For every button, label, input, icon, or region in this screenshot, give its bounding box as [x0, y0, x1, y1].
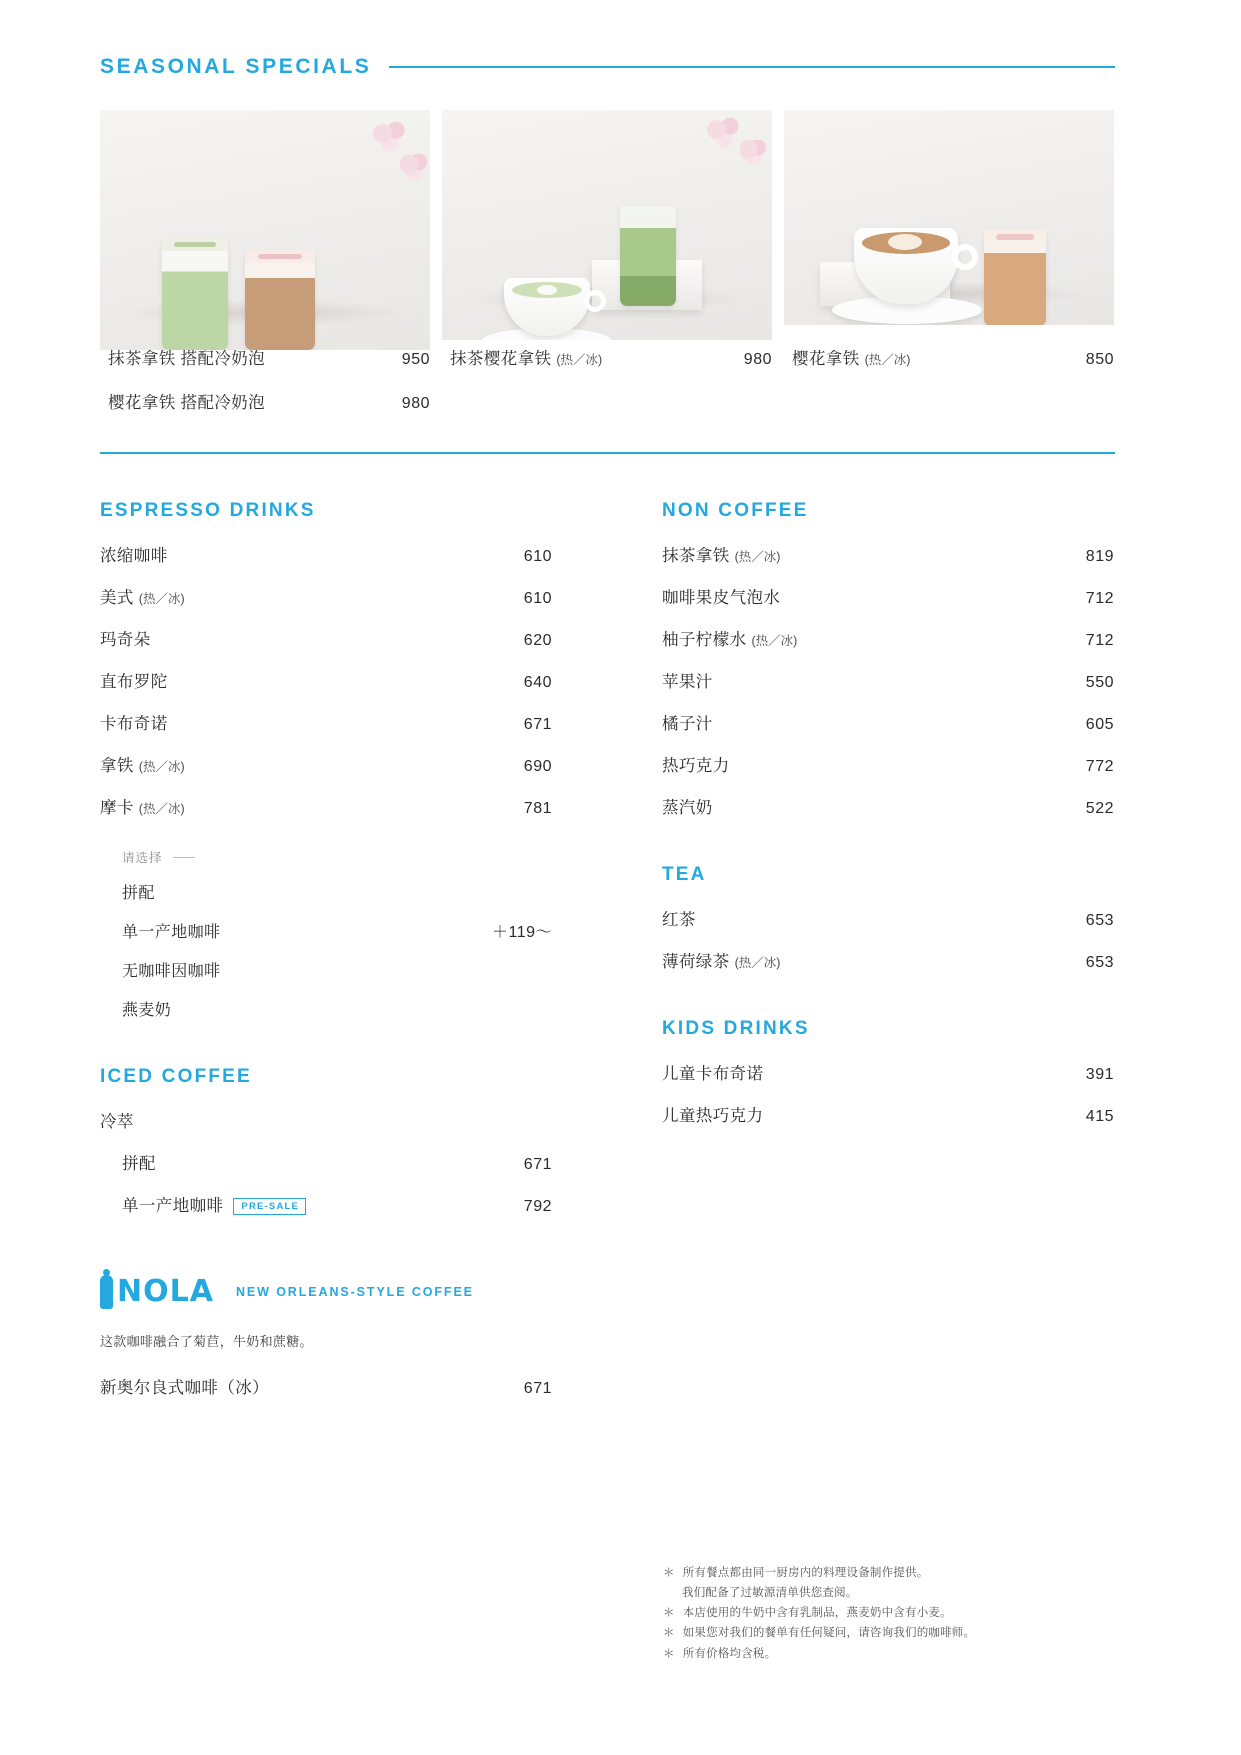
- footnote-text: 本店使用的牛奶中含有乳制品，燕麦奶中含有小麦。: [682, 1607, 952, 1620]
- item-price: 690: [523, 758, 552, 775]
- item-price: 781: [523, 800, 552, 817]
- section-title-iced: ICED COFFEE: [100, 1066, 252, 1087]
- item-price: 772: [1085, 758, 1114, 775]
- item-price: 792: [523, 1198, 552, 1215]
- asterisk-icon: ＊: [663, 1607, 675, 1620]
- item-price: 671: [523, 1156, 552, 1173]
- item-price: 640: [523, 674, 552, 691]
- seasonal-photo-3: [784, 110, 1114, 325]
- footnote-continuation: 我们配备了过敏源清单供您查阅。: [682, 1587, 858, 1600]
- menu-item[interactable]: [662, 668, 1114, 692]
- seasonal-photo-1: [100, 110, 430, 350]
- item-price: 671: [523, 1380, 552, 1397]
- group-label: 冷萃: [100, 1113, 134, 1131]
- iced-group-label-row: [100, 1108, 552, 1132]
- presale-badge: PRE-SALE: [233, 1198, 306, 1215]
- nola-description: 这款咖啡融合了菊苣，牛奶和蔗糖。: [100, 1334, 313, 1349]
- asterisk-icon: ＊: [663, 1567, 675, 1579]
- item-price: 605: [1085, 716, 1114, 733]
- item-name: 直布罗陀: [100, 673, 168, 691]
- item-sub: (热／冰): [864, 353, 911, 367]
- option-item[interactable]: [100, 880, 552, 903]
- seasonal-column-3: [784, 345, 1114, 433]
- option-name: 燕麦奶: [122, 1002, 172, 1019]
- coffee-drip-icon: [100, 1275, 113, 1309]
- item-price: 653: [1085, 954, 1114, 971]
- item-sub: (热／冰): [138, 802, 185, 816]
- option-name: 无咖啡因咖啡: [122, 963, 221, 980]
- menu-item[interactable]: [100, 626, 552, 650]
- item-name: 浓缩咖啡: [100, 547, 168, 565]
- menu-item[interactable]: [100, 668, 552, 692]
- item-name: 橘子汁: [662, 715, 713, 733]
- seasonal-items: [100, 345, 1115, 433]
- section-title-kids: KIDS DRINKS: [662, 1018, 810, 1039]
- item-name: 樱花拿铁 搭配冷奶泡: [108, 394, 266, 412]
- seasonal-item[interactable]: [100, 345, 430, 369]
- menu-item[interactable]: [662, 794, 1114, 818]
- menu-item[interactable]: [100, 584, 552, 608]
- seasonal-column-2: [442, 345, 772, 433]
- seasonal-title: SEASONAL SPECIALS: [100, 55, 372, 78]
- seasonal-item[interactable]: [442, 345, 772, 369]
- footnotes: [663, 1563, 1063, 1664]
- nola-tagline: NEW ORLEANS-STYLE COFFEE: [235, 1284, 474, 1299]
- item-price: 522: [1085, 800, 1114, 817]
- nola-wordmark: NOLA: [117, 1274, 214, 1309]
- footnote-text: 所有餐点都由同一厨房内的料理设备制作提供。: [682, 1567, 929, 1579]
- footnote: [663, 1623, 1063, 1643]
- option-price: ＋119〜: [491, 924, 552, 941]
- seasonal-item[interactable]: [100, 389, 430, 413]
- menu-item[interactable]: [662, 710, 1114, 734]
- option-name: 拼配: [122, 885, 155, 902]
- menu-item[interactable]: [662, 542, 1114, 566]
- item-sub: (热／冰): [751, 634, 798, 648]
- seasonal-photo-strip: [100, 110, 1115, 350]
- menu-column-left: [100, 500, 552, 1416]
- menu-column-right: [662, 500, 1114, 1416]
- item-price: 671: [523, 716, 552, 733]
- section-title-espresso: ESPRESSO DRINKS: [100, 500, 316, 521]
- menu-item[interactable]: [100, 542, 552, 566]
- item-name: 卡布奇诺: [100, 715, 168, 733]
- option-item[interactable]: [100, 919, 552, 942]
- item-name: 薄荷绿茶: [662, 953, 730, 971]
- item-name: 抹茶拿铁 搭配冷奶泡: [108, 350, 266, 368]
- item-name: 摩卡: [100, 799, 134, 817]
- choose-label: 请选择: [122, 851, 163, 865]
- seasonal-photo-2: [442, 110, 772, 340]
- seasonal-divider: [389, 66, 1115, 68]
- menu-columns: [100, 500, 1115, 1416]
- section-divider: [100, 452, 1115, 454]
- item-price: 819: [1085, 548, 1114, 565]
- item-price: 415: [1085, 1108, 1114, 1125]
- footnote: [663, 1563, 1063, 1583]
- item-price: 610: [523, 590, 552, 607]
- item-name: 热巧克力: [662, 757, 730, 775]
- item-price: 950: [401, 351, 430, 368]
- menu-item[interactable]: [100, 1192, 552, 1216]
- item-name: 抹茶樱花拿铁: [450, 350, 552, 368]
- item-name: 樱花拿铁: [792, 350, 860, 368]
- item-price: 850: [1085, 351, 1114, 368]
- item-name: 新奥尔良式咖啡（冰）: [100, 1379, 269, 1397]
- item-name: 咖啡果皮气泡水: [662, 589, 781, 607]
- item-sub: (热／冰): [556, 353, 603, 367]
- item-sub: (热／冰): [734, 956, 781, 970]
- menu-item[interactable]: [662, 1060, 1114, 1084]
- choose-label-row: [100, 848, 552, 866]
- item-name: 拼配: [122, 1155, 156, 1173]
- item-price: 653: [1085, 912, 1114, 929]
- nola-header: [100, 1274, 552, 1309]
- option-name: 单一产地咖啡: [122, 924, 221, 941]
- asterisk-icon: ＊: [663, 1627, 675, 1640]
- item-sub: (热／冰): [138, 760, 185, 774]
- menu-item[interactable]: [662, 752, 1114, 776]
- item-name: 美式: [100, 589, 134, 607]
- item-name: 红茶: [662, 911, 696, 929]
- option-item[interactable]: [100, 958, 552, 981]
- item-sub: (热／冰): [734, 550, 781, 564]
- menu-item[interactable]: [100, 752, 552, 776]
- item-price: 712: [1085, 632, 1114, 649]
- option-item[interactable]: [100, 997, 552, 1020]
- section-title-non-coffee: NON COFFEE: [662, 500, 809, 521]
- menu-item[interactable]: [662, 906, 1114, 930]
- item-name: 儿童卡布奇诺: [662, 1065, 764, 1083]
- item-price: 610: [523, 548, 552, 565]
- choose-rule: [173, 857, 195, 858]
- menu-item[interactable]: [100, 710, 552, 734]
- menu-item[interactable]: [662, 1102, 1114, 1126]
- menu-item[interactable]: [100, 794, 552, 818]
- menu-item[interactable]: [662, 948, 1114, 972]
- nola-block: [100, 1274, 552, 1398]
- item-name: 儿童热巧克力: [662, 1107, 764, 1125]
- menu-item[interactable]: [662, 626, 1114, 650]
- item-price: 391: [1085, 1066, 1114, 1083]
- item-price: 980: [401, 395, 430, 412]
- item-name: 蒸汽奶: [662, 799, 713, 817]
- item-price: 620: [523, 632, 552, 649]
- footnote-text: 如果您对我们的餐单有任何疑问，请咨询我们的咖啡师。: [682, 1627, 976, 1640]
- item-price: 980: [743, 351, 772, 368]
- item-price: 712: [1085, 590, 1114, 607]
- seasonal-header: [100, 55, 1115, 79]
- section-title-tea: TEA: [662, 864, 707, 885]
- menu-item[interactable]: [100, 1374, 552, 1398]
- seasonal-column-1: [100, 345, 430, 433]
- footnote: [663, 1603, 1063, 1623]
- footnote-text: 所有价格均含税。: [682, 1647, 777, 1660]
- seasonal-item[interactable]: [784, 345, 1114, 369]
- nola-logo: [100, 1274, 214, 1309]
- item-name: 拿铁: [100, 757, 134, 775]
- item-name: 玛奇朵: [100, 631, 151, 649]
- item-name: 单一产地咖啡: [122, 1197, 224, 1215]
- item-sub: (热／冰): [138, 592, 185, 606]
- item-name: 苹果汁: [662, 673, 713, 691]
- asterisk-icon: ＊: [663, 1647, 675, 1660]
- item-price: 550: [1085, 674, 1114, 691]
- menu-item[interactable]: [662, 584, 1114, 608]
- item-name: 抹茶拿铁: [662, 547, 730, 565]
- menu-item[interactable]: [100, 1150, 552, 1174]
- item-name: 柚子柠檬水: [662, 631, 747, 649]
- footnote: [663, 1644, 1063, 1664]
